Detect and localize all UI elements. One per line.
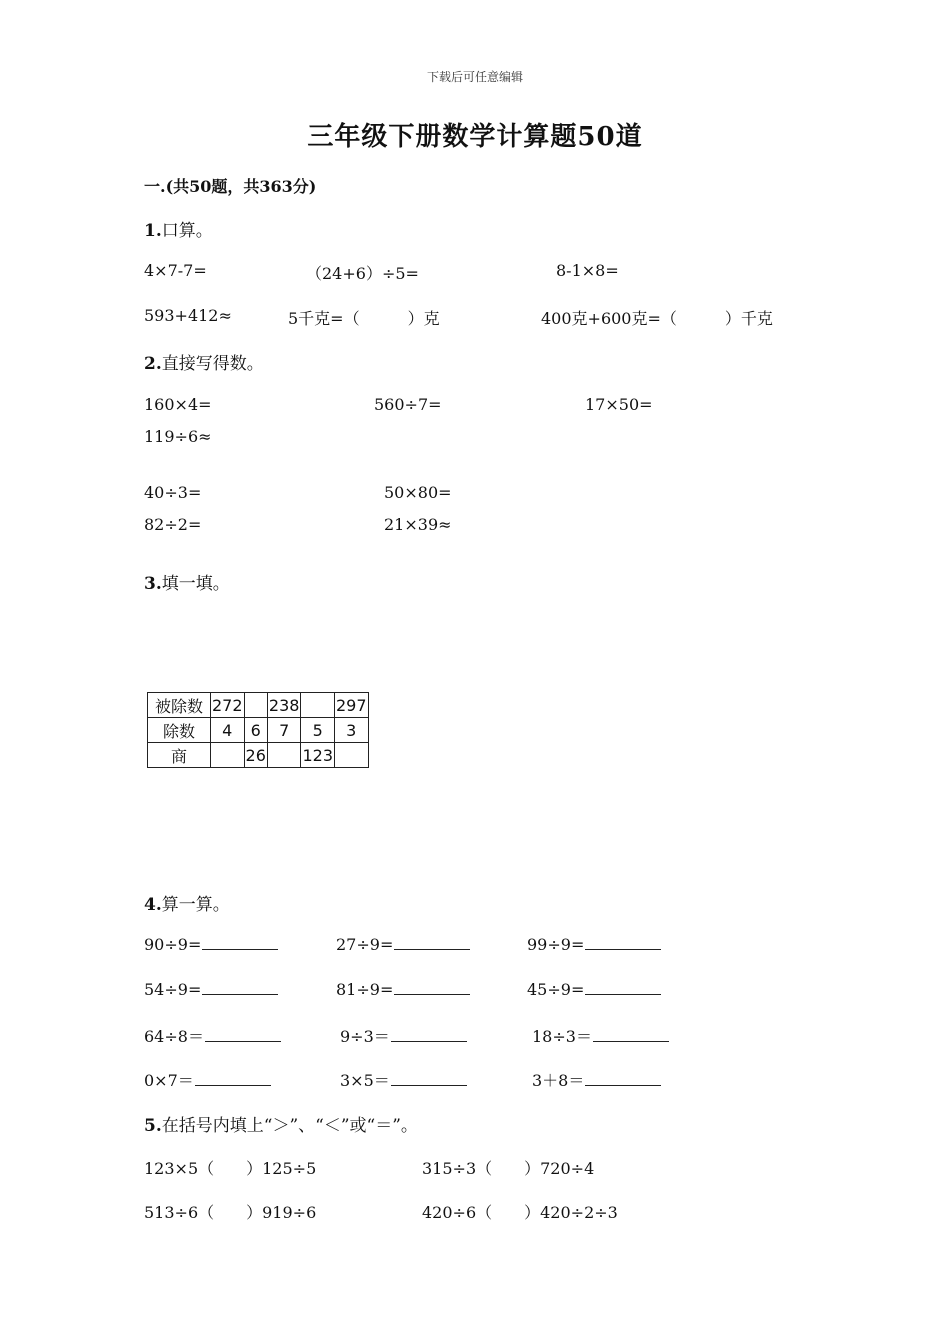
table-cell: 被除数 — [148, 693, 211, 718]
question-label: 口算。 — [161, 221, 213, 241]
answer-blank[interactable] — [585, 1071, 661, 1086]
table-cell: 26 — [244, 743, 267, 768]
q1-item: 5千克=（ ）克 — [288, 309, 440, 328]
section-heading: 一.(共50题，共363分) — [144, 177, 317, 196]
answer-blank[interactable] — [394, 980, 470, 995]
q4-item — [340, 1024, 467, 1047]
q5-item: 513÷6（ ）919÷6 — [144, 1203, 317, 1222]
question-3-title — [144, 569, 230, 594]
question-5-title — [144, 1111, 418, 1136]
table-cell — [211, 743, 245, 768]
q4-expression: 3×5＝ — [340, 1071, 390, 1090]
q5-item: 123×5（ ）125÷5 — [144, 1159, 317, 1178]
q4-item — [527, 935, 661, 954]
table-cell: 6 — [244, 718, 267, 743]
q4-expression: 18÷3＝ — [532, 1027, 592, 1046]
answer-blank[interactable] — [585, 935, 661, 950]
q4-expression: 90÷9= — [144, 935, 202, 954]
q2-item: 21×39≈ — [384, 515, 452, 534]
answer-blank[interactable] — [202, 935, 278, 950]
q4-expression: 3＋8＝ — [532, 1071, 585, 1090]
q4-item — [144, 935, 278, 954]
table-row — [148, 743, 369, 768]
q1-item: 8-1×8= — [556, 261, 619, 280]
question-number: 3. — [144, 574, 162, 594]
question-label: 填一填。 — [161, 574, 230, 594]
q1-item: （24+6）÷5= — [306, 264, 419, 283]
answer-blank[interactable] — [391, 1027, 467, 1042]
table-cell: 297 — [335, 693, 369, 718]
q1-item: 593+412≈ — [144, 306, 232, 325]
table-cell — [267, 743, 301, 768]
q2-item: 560÷7= — [374, 395, 442, 414]
q2-item: 82÷2= — [144, 515, 202, 534]
answer-blank[interactable] — [202, 980, 278, 995]
question-2-title — [144, 349, 264, 374]
answer-blank[interactable] — [593, 1027, 669, 1042]
q5-item: 315÷3（ ）720÷4 — [422, 1159, 595, 1178]
question-label: 直接写得数。 — [161, 354, 264, 374]
answer-blank[interactable] — [205, 1027, 281, 1042]
q2-item: 160×4= — [144, 395, 212, 414]
q4-item — [144, 980, 278, 999]
q4-expression: 54÷9= — [144, 980, 202, 999]
answer-blank[interactable] — [585, 980, 661, 995]
q5-item: 420÷6（ ）420÷2÷3 — [422, 1203, 618, 1222]
question-number: 4. — [144, 895, 162, 915]
table-cell: 123 — [301, 743, 335, 768]
page-title: 三年级下册数学计算题50道 — [307, 122, 643, 152]
table-cell: 4 — [211, 718, 245, 743]
question-label: 在括号内填上“＞”、“＜”或“＝”。 — [161, 1116, 418, 1136]
q4-item — [336, 935, 470, 954]
q4-expression: 81÷9= — [336, 980, 394, 999]
header-note: 下载后可任意编辑 — [426, 70, 523, 84]
q4-expression: 0×7＝ — [144, 1071, 194, 1090]
q2-item: 40÷3= — [144, 483, 202, 502]
q4-expression: 9÷3＝ — [340, 1027, 390, 1046]
q4-item — [532, 1068, 661, 1091]
q4-item — [340, 1068, 467, 1091]
answer-blank[interactable] — [195, 1071, 271, 1086]
q1-item: 400克+600克=（ ）千克 — [541, 309, 773, 328]
q2-item: 50×80= — [384, 483, 452, 502]
table-cell: 7 — [267, 718, 301, 743]
table-cell: 商 — [148, 743, 211, 768]
table-cell: 238 — [267, 693, 301, 718]
q4-expression: 99÷9= — [527, 935, 585, 954]
division-table — [147, 692, 369, 768]
q4-item — [144, 1024, 281, 1047]
question-number: 1. — [144, 221, 162, 241]
q4-expression: 45÷9= — [527, 980, 585, 999]
table-row — [148, 718, 369, 743]
q2-item: 17×50= — [585, 395, 653, 414]
table-cell: 除数 — [148, 718, 211, 743]
question-number: 2. — [144, 354, 162, 374]
question-number: 5. — [144, 1116, 162, 1136]
table-cell — [335, 743, 369, 768]
q4-item — [144, 1068, 271, 1091]
question-1-title — [144, 216, 213, 241]
table-row — [148, 693, 369, 718]
q2-item: 119÷6≈ — [144, 427, 212, 446]
q4-item — [336, 980, 470, 999]
q4-expression: 27÷9= — [336, 935, 394, 954]
q4-item — [527, 980, 661, 999]
answer-blank[interactable] — [394, 935, 470, 950]
q4-item — [532, 1024, 669, 1047]
table-cell — [301, 693, 335, 718]
table-cell — [244, 693, 267, 718]
q1-item: 4×7-7= — [144, 261, 207, 280]
q4-expression: 64÷8＝ — [144, 1027, 204, 1046]
table-cell: 5 — [301, 718, 335, 743]
answer-blank[interactable] — [391, 1071, 467, 1086]
question-4-title — [144, 890, 230, 915]
table-cell: 3 — [335, 718, 369, 743]
table-cell: 272 — [211, 693, 245, 718]
question-label: 算一算。 — [161, 895, 230, 915]
